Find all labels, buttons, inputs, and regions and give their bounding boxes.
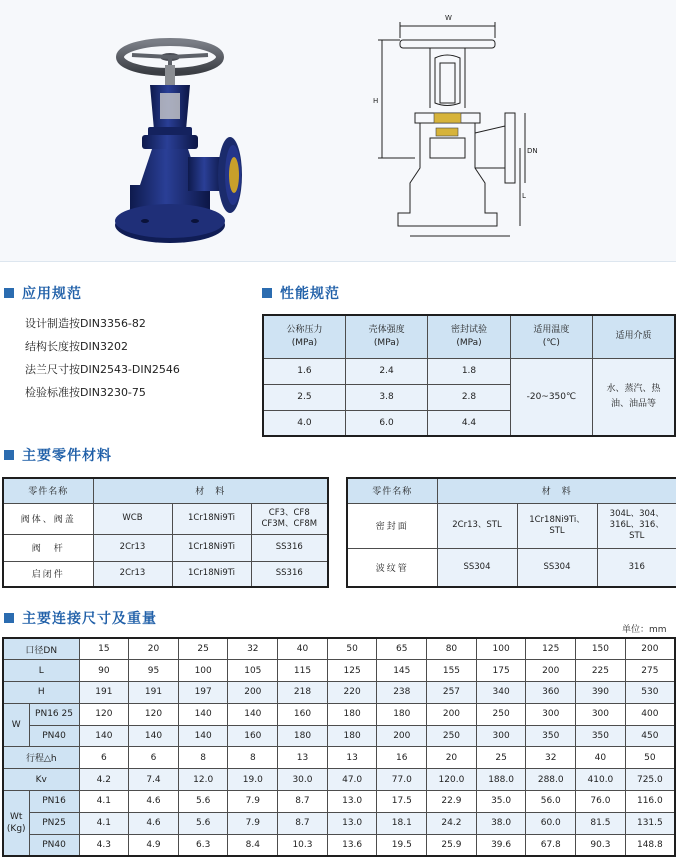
section-marker-icon [262,288,272,298]
table-cell: 410.0 [576,769,626,791]
section-header-materials [4,445,112,465]
table-cell: 250 [476,703,526,725]
table-cell: 100 [476,638,526,660]
row-label: 行程△h [3,747,79,769]
table-cell: 20 [427,747,477,769]
table-cell: 200 [377,725,427,747]
table-cell: 155 [427,660,477,682]
table-cell: 175 [476,660,526,682]
table-cell: 1.8 [428,358,510,384]
table-cell: 32 [526,747,576,769]
table-cell: 8.7 [278,791,328,813]
table-cell: 4.6 [129,812,179,834]
table-cell: 8.7 [278,812,328,834]
valve-technical-drawing [370,8,540,248]
table-cell: 1Cr18Ni9Ti、 STL [517,503,597,548]
drawing-label-h: H [373,97,379,105]
table-cell: 450 [625,725,675,747]
table-cell: 100 [178,660,228,682]
dimensions-table-body [3,638,675,856]
section-marker-icon [4,613,14,623]
table-cell: 24.2 [427,812,477,834]
application-spec-list [25,312,255,404]
part-name-cell: 密封面 [347,503,437,548]
table-cell: 4.1 [79,812,129,834]
header-part-name: 零件名称 [347,478,437,503]
table-cell: 76.0 [576,791,626,813]
table-cell: 180 [327,725,377,747]
table-cell: 225 [576,660,626,682]
table-cell: SS304 [517,548,597,587]
row-label: Kv [3,769,79,791]
materials-table-right [346,477,676,588]
table-cell: 65 [377,638,427,660]
drawing-label-dn: DN [527,147,538,155]
header-shell-strength: 壳体强度 (MPa) [345,315,427,358]
table-cell: 25.9 [427,834,477,856]
table-row [3,725,675,747]
table-cell: 47.0 [327,769,377,791]
table-cell: 188.0 [476,769,526,791]
table-cell: 90.3 [576,834,626,856]
table-cell: 140 [228,703,278,725]
table-cell: 390 [576,682,626,704]
table-cell: 90 [79,660,129,682]
table-cell: 56.0 [526,791,576,813]
table-row [3,561,328,587]
table-cell: 1Cr18Ni9Ti [172,534,251,561]
table-cell: 1Cr18Ni9Ti [172,561,251,587]
table-cell: 6 [79,747,129,769]
section-title-application: 应用规范 [22,286,82,302]
table-cell: 2Cr13 [93,561,172,587]
table-cell: 530 [625,682,675,704]
table-cell: WCB [93,503,172,534]
table-cell: 18.1 [377,812,427,834]
section-marker-icon [4,288,14,298]
table-cell: 160 [228,725,278,747]
header-material: 材 料 [437,478,676,503]
table-cell: 20 [129,638,179,660]
table-cell: 4.4 [428,410,510,436]
table-cell: 4.3 [79,834,129,856]
section-title-materials: 主要零件材料 [22,448,112,464]
table-cell: 140 [178,725,228,747]
table-cell: 4.0 [263,410,345,436]
section-marker-icon [4,450,14,460]
table-cell: 50 [625,747,675,769]
table-cell: 200 [228,682,278,704]
table-cell: 2.4 [345,358,427,384]
temperature-range-cell: -20~350℃ [510,358,592,436]
section-header-performance [262,283,340,303]
table-cell: 140 [79,725,129,747]
row-group-label: Wt (Kg) [3,791,29,856]
table-row [3,638,675,660]
table-cell: 4.2 [79,769,129,791]
table-cell: 300 [476,725,526,747]
table-cell: 13.0 [327,812,377,834]
table-cell: 13 [278,747,328,769]
table-cell: 300 [576,703,626,725]
spec-item: 设计制造按DIN3356-82 [25,317,146,330]
table-cell: 40 [278,638,328,660]
table-cell: 95 [129,660,179,682]
table-cell: 120 [129,703,179,725]
table-cell: SS316 [251,534,328,561]
table-cell: 2.8 [428,384,510,410]
table-cell: 120.0 [427,769,477,791]
table-cell: 140 [129,725,179,747]
table-cell: 238 [377,682,427,704]
table-cell: 60.0 [526,812,576,834]
table-cell: 2Cr13、STL [437,503,517,548]
table-cell: 105 [228,660,278,682]
table-cell: 16 [377,747,427,769]
table-cell: 8 [178,747,228,769]
table-cell: 191 [129,682,179,704]
header-seal-test: 密封试验 (MPa) [428,315,510,358]
table-cell: 400 [625,703,675,725]
header-temperature: 适用温度 (℃) [510,315,592,358]
table-header-row [263,315,675,358]
table-cell: 3.8 [345,384,427,410]
table-row [3,747,675,769]
section-header-dimensions [4,608,157,628]
unit-note: 单位：mm [622,625,667,635]
part-name-cell: 阀体、阀盖 [3,503,93,534]
table-cell: 13 [327,747,377,769]
table-cell: 32 [228,638,278,660]
table-cell: 35.0 [476,791,526,813]
table-cell: 360 [526,682,576,704]
row-label: PN40 [29,834,79,856]
table-cell: 125 [526,638,576,660]
table-cell: 30.0 [278,769,328,791]
table-cell: 6.3 [178,834,228,856]
table-cell: 77.0 [377,769,427,791]
table-cell: 131.5 [625,812,675,834]
table-cell: CF3、CF8 CF3M、CF8M [251,503,328,534]
table-cell: 191 [79,682,129,704]
table-cell: 200 [526,660,576,682]
table-cell: 180 [377,703,427,725]
table-row [3,534,328,561]
table-cell: 7.4 [129,769,179,791]
table-row [347,548,676,587]
table-cell: 22.9 [427,791,477,813]
table-cell: 340 [476,682,526,704]
table-cell: 200 [427,703,477,725]
performance-table [262,314,676,437]
part-name-cell: 启闭件 [3,561,93,587]
table-cell: 197 [178,682,228,704]
table-row [263,358,675,384]
table-cell: 145 [377,660,427,682]
table-cell: 40 [576,747,626,769]
table-header-row [3,478,328,503]
table-header-row [347,478,676,503]
table-row [3,769,675,791]
table-cell: 8.4 [228,834,278,856]
table-cell: SS316 [251,561,328,587]
drawing-label-l: L [522,192,526,200]
table-cell: 304L、304、 316L、316、 STL [597,503,676,548]
table-cell: 140 [178,703,228,725]
table-cell: 38.0 [476,812,526,834]
table-cell: 39.6 [476,834,526,856]
table-cell: 5.6 [178,791,228,813]
spec-item: 检验标准按DIN3230-75 [25,386,146,399]
table-cell: SS304 [437,548,517,587]
table-cell: 12.0 [178,769,228,791]
table-cell: 220 [327,682,377,704]
row-group-label: W [3,703,29,747]
table-cell: 19.0 [228,769,278,791]
table-row [347,503,676,548]
table-cell: 67.8 [526,834,576,856]
row-label: H [3,682,79,704]
row-label: PN25 [29,812,79,834]
table-cell: 180 [278,725,328,747]
table-row [3,834,675,856]
table-cell: 116.0 [625,791,675,813]
table-cell: 1.6 [263,358,345,384]
table-cell: 300 [526,703,576,725]
row-label: 口径DN [3,638,79,660]
table-row [3,703,675,725]
table-cell: 350 [576,725,626,747]
medium-cell: 水、蒸汽、热 油、油品等 [593,358,675,436]
table-cell: 148.8 [625,834,675,856]
table-cell: 350 [526,725,576,747]
table-row [3,503,328,534]
product-figure-area [0,0,676,262]
table-cell: 257 [427,682,477,704]
table-cell: 25 [476,747,526,769]
table-cell: 25 [178,638,228,660]
table-cell: 10.3 [278,834,328,856]
table-cell: 80 [427,638,477,660]
row-label: PN40 [29,725,79,747]
table-cell: 7.9 [228,791,278,813]
part-name-cell: 阀 杆 [3,534,93,561]
table-cell: 8 [228,747,278,769]
table-cell: 17.5 [377,791,427,813]
table-row [3,791,675,813]
table-cell: 81.5 [576,812,626,834]
section-title-dimensions: 主要连接尺寸及重量 [22,611,157,627]
table-row [3,812,675,834]
table-cell: 4.1 [79,791,129,813]
header-material: 材 料 [93,478,328,503]
table-cell: 150 [576,638,626,660]
spec-item: 法兰尺寸按DIN2543-DIN2546 [25,363,180,376]
table-cell: 125 [327,660,377,682]
drawing-label-w: W [445,14,452,22]
valve-product-image [110,35,290,250]
row-label: PN16 25 [29,703,79,725]
table-cell: 19.5 [377,834,427,856]
table-cell: 50 [327,638,377,660]
table-cell: 200 [625,638,675,660]
table-cell: 288.0 [526,769,576,791]
header-medium: 适用介质 [593,315,675,358]
section-title-performance: 性能规范 [280,286,340,302]
dimensions-table [2,637,676,857]
row-label: PN16 [29,791,79,813]
table-cell: 275 [625,660,675,682]
table-cell: 115 [278,660,328,682]
table-cell: 7.9 [228,812,278,834]
materials-table-left [2,477,329,588]
header-nominal-pressure: 公称压力 (MPa) [263,315,345,358]
table-cell: 15 [79,638,129,660]
table-cell: 6 [129,747,179,769]
table-cell: 316 [597,548,676,587]
table-cell: 725.0 [625,769,675,791]
header-part-name: 零件名称 [3,478,93,503]
part-name-cell: 波纹管 [347,548,437,587]
table-cell: 1Cr18Ni9Ti [172,503,251,534]
section-header-application [4,283,82,303]
table-cell: 4.9 [129,834,179,856]
table-cell: 218 [278,682,328,704]
table-cell: 2Cr13 [93,534,172,561]
table-row [3,682,675,704]
table-cell: 4.6 [129,791,179,813]
table-cell: 13.6 [327,834,377,856]
table-cell: 120 [79,703,129,725]
table-cell: 5.6 [178,812,228,834]
table-cell: 250 [427,725,477,747]
table-cell: 160 [278,703,328,725]
row-label: L [3,660,79,682]
spec-item: 结构长度按DIN3202 [25,340,128,353]
table-cell: 13.0 [327,791,377,813]
table-cell: 180 [327,703,377,725]
table-cell: 2.5 [263,384,345,410]
table-row [3,660,675,682]
table-cell: 6.0 [345,410,427,436]
